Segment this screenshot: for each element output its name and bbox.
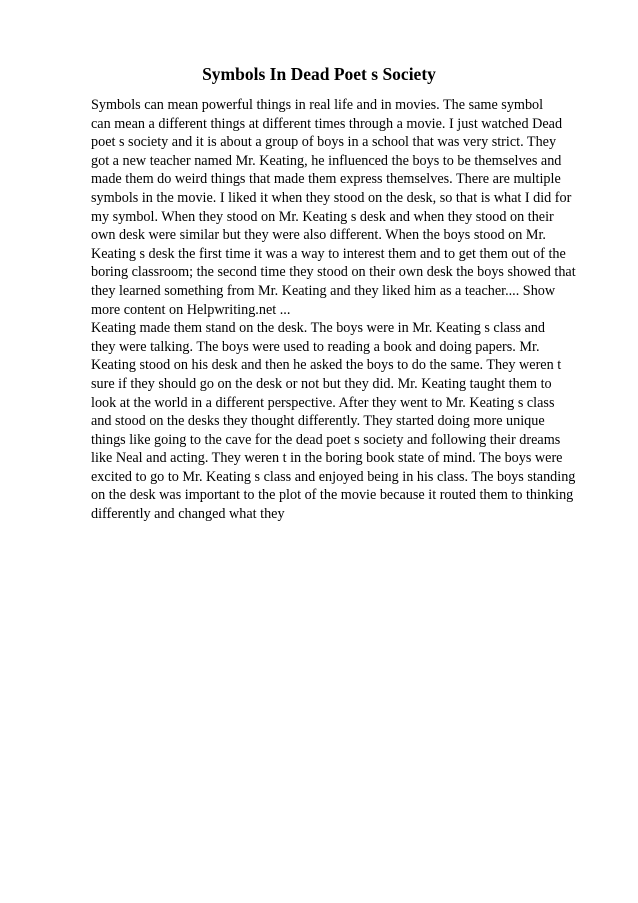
body-line: on the desk was important to the plot of the movie because it routed them to thinking (91, 487, 574, 504)
body-line: like Neal and acting. They weren t in the boring book state of mind. The boys were (91, 450, 563, 467)
body-line: things like going to the cave for the dead poet s society and following their dreams (91, 431, 561, 448)
body-line: own desk were similar but they were also different. When the boys stood on Mr. (91, 227, 546, 244)
body-line: they learned something from Mr. Keating and they liked him as a teacher.... Show (91, 282, 556, 299)
body-line: they were talking. The boys were used to reading a book and doing papers. Mr. (91, 338, 540, 355)
body-line: sure if they should go on the desk or not but they did. Mr. Keating taught them to (91, 375, 552, 392)
body-line: more content on Helpwriting.net ... (91, 301, 291, 318)
body-line: Symbols can mean powerful things in real life and in movies. The same symbol (91, 97, 544, 113)
body-line: Keating stood on his desk and then he asked the boys to do the same. They weren t (91, 357, 562, 374)
body-line: look at the world in a different perspective. After they went to Mr. Keating s class (91, 394, 555, 411)
body-line: boring classroom; the second time they stood on their own desk the boys showed that (91, 264, 576, 281)
body-line: my symbol. When they stood on Mr. Keating s desk and when they stood on their (91, 208, 554, 225)
body-line: got a new teacher named Mr. Keating, he influenced the boys to be themselves and (91, 152, 562, 169)
document-title: Symbols In Dead Poet s Society (202, 64, 436, 84)
body-line: differently and changed what they (91, 506, 285, 523)
body-line: and stood on the desks they thought differently. They started doing more unique (91, 413, 545, 430)
body-line: Keating s desk the first time it was a way to interest them and to get them out of the (91, 245, 566, 262)
body-line: Keating made them stand on the desk. The boys were in Mr. Keating s class and (91, 320, 546, 337)
document-body (91, 96, 603, 524)
body-line: symbols in the movie. I liked it when they stood on the desk, so that is what I did for (91, 189, 572, 206)
body-line: can mean a different things at different times through a movie. I just watched Dead (91, 115, 563, 132)
body-line: excited to go to Mr. Keating s class and enjoyed being in his class. The boys standing (91, 468, 576, 485)
body-line: poet s society and it is about a group of boys in a school that was very strict. They (91, 134, 557, 151)
body-line: made them do weird things that made them express themselves. There are multiple (91, 171, 561, 188)
